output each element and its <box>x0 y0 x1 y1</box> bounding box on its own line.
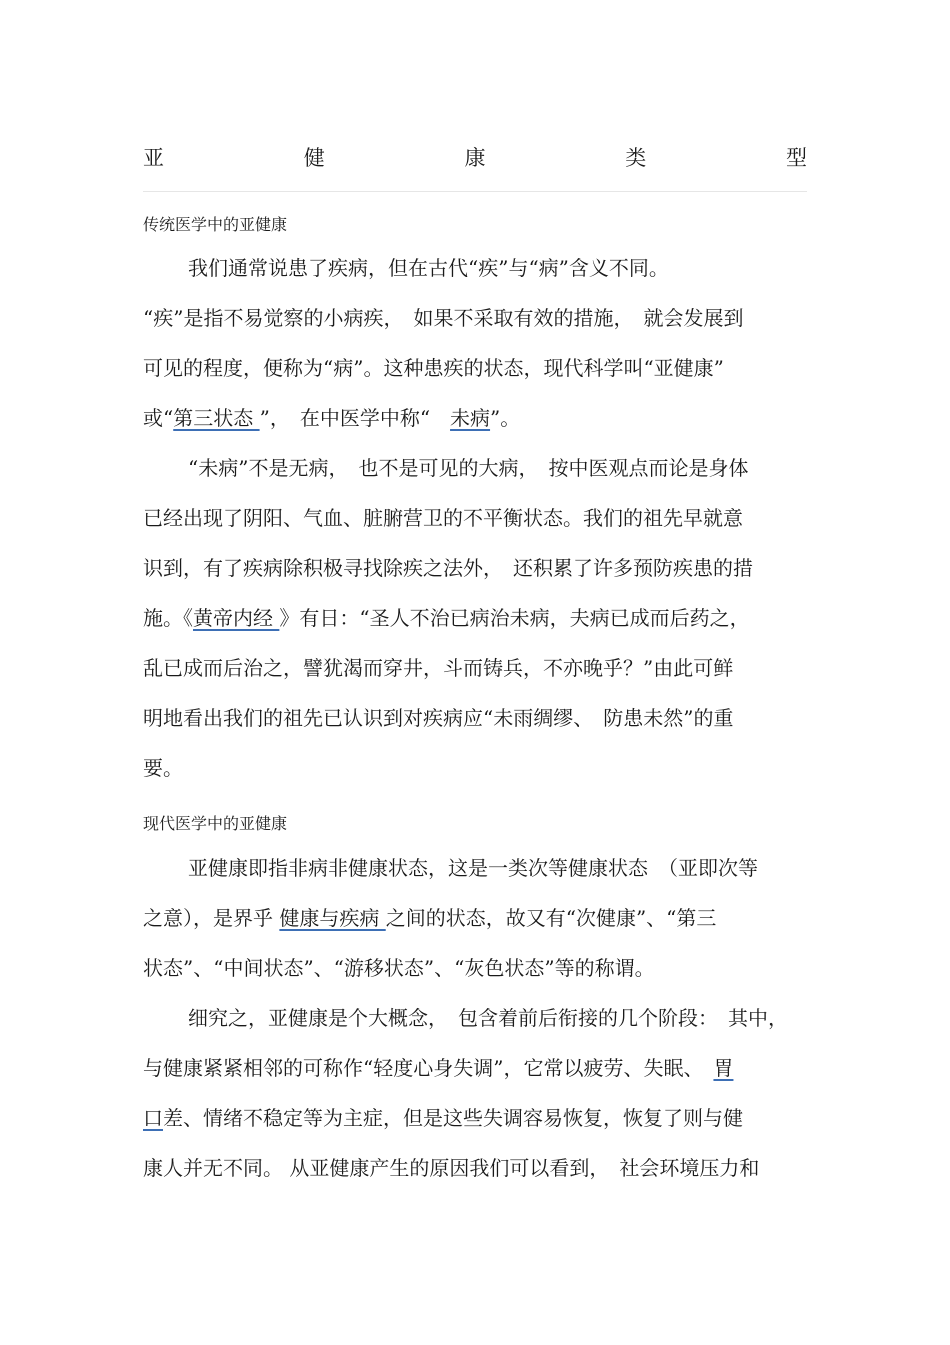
title-char: 型 <box>786 146 807 170</box>
paragraph-line: 之意），是界乎 健康与疾病 之间的状态，故又有“次健康”、“第三 <box>143 906 717 930</box>
paragraph-line: “未病”不是无病， 也不是可见的大病， 按中医观点而论是身体 <box>188 456 749 480</box>
paragraph-line: 与健康紧紧相邻的可称作“轻度心身失调”，它常以疲劳、失眠、 胃 <box>143 1056 734 1080</box>
paragraph-line: 识到，有了疾病除积极寻找除疾之法外， 还积累了许多预防疾患的措 <box>143 556 753 580</box>
link-huangdi-neijing[interactable]: 黄帝内经 <box>193 606 280 630</box>
title-char: 健 <box>303 146 325 170</box>
link-weikou-part1[interactable]: 胃 <box>713 1056 734 1080</box>
link-third-state[interactable]: 第三状态 <box>173 406 260 430</box>
paragraph-line: 细究之，亚健康是个大概念， 包含着前后衔接的几个阶段： 其中， <box>188 1006 788 1030</box>
paragraph-line: 要。 <box>143 756 183 780</box>
paragraph-line: 康人并无不同。 从亚健康产生的原因我们可以看到， 社会环境压力和 <box>143 1156 760 1180</box>
paragraph-line: 已经出现了阴阳、气血、脏腑营卫的不平衡状态。我们的祖先早就意 <box>143 506 743 530</box>
title-char: 亚 <box>143 146 164 170</box>
paragraph-line: 明地看出我们的祖先已认识到对疾病应“未雨绸缪、 防患未然”的重 <box>143 706 734 730</box>
link-weibing[interactable]: 未病 <box>450 406 491 430</box>
link-health-and-disease[interactable]: 健康与疾病 <box>279 906 386 930</box>
title-char: 类 <box>625 146 647 170</box>
paragraph-line: 可见的程度，便称为“病”。这种患疾的状态，现代科学叫“亚健康” <box>143 356 724 380</box>
paragraph-line: 亚健康即指非病非健康状态，这是一类次等健康状态 （亚即次等 <box>188 856 758 880</box>
paragraph-line: 施。《黄帝内经 》有日：“圣人不治已病治未病，夫病已成而后药之， <box>143 606 750 630</box>
title-char: 康 <box>464 146 486 170</box>
link-weikou-part2[interactable]: 口 <box>143 1106 163 1130</box>
paragraph-line: 口差、情绪不稳定等为主症，但是这些失调容易恢复，恢复了则与健 <box>143 1106 743 1130</box>
paragraph-line: 或“第三状态 ”， 在中医学中称“ 未病”。 <box>143 406 521 430</box>
paragraph-line: 状态”、“中间状态”、“游移状态”、“灰色状态”等的称谓。 <box>143 956 655 980</box>
paragraph-line: “疾”是指不易觉察的小病疾， 如果不采取有效的措施， 就会发展到 <box>143 306 744 330</box>
paragraph-line: 乱已成而后治之，譬犹渴而穿井，斗而铸兵，不亦晚乎？”由此可鲜 <box>143 656 734 680</box>
title-divider <box>143 191 807 192</box>
section-heading-traditional: 传统医学中的亚健康 <box>143 215 288 234</box>
paragraph-line: 我们通常说患了疾病，但在古代“疾”与“病”含义不同。 <box>188 256 669 280</box>
section-heading-modern: 现代医学中的亚健康 <box>143 814 288 833</box>
page-title <box>143 142 807 174</box>
